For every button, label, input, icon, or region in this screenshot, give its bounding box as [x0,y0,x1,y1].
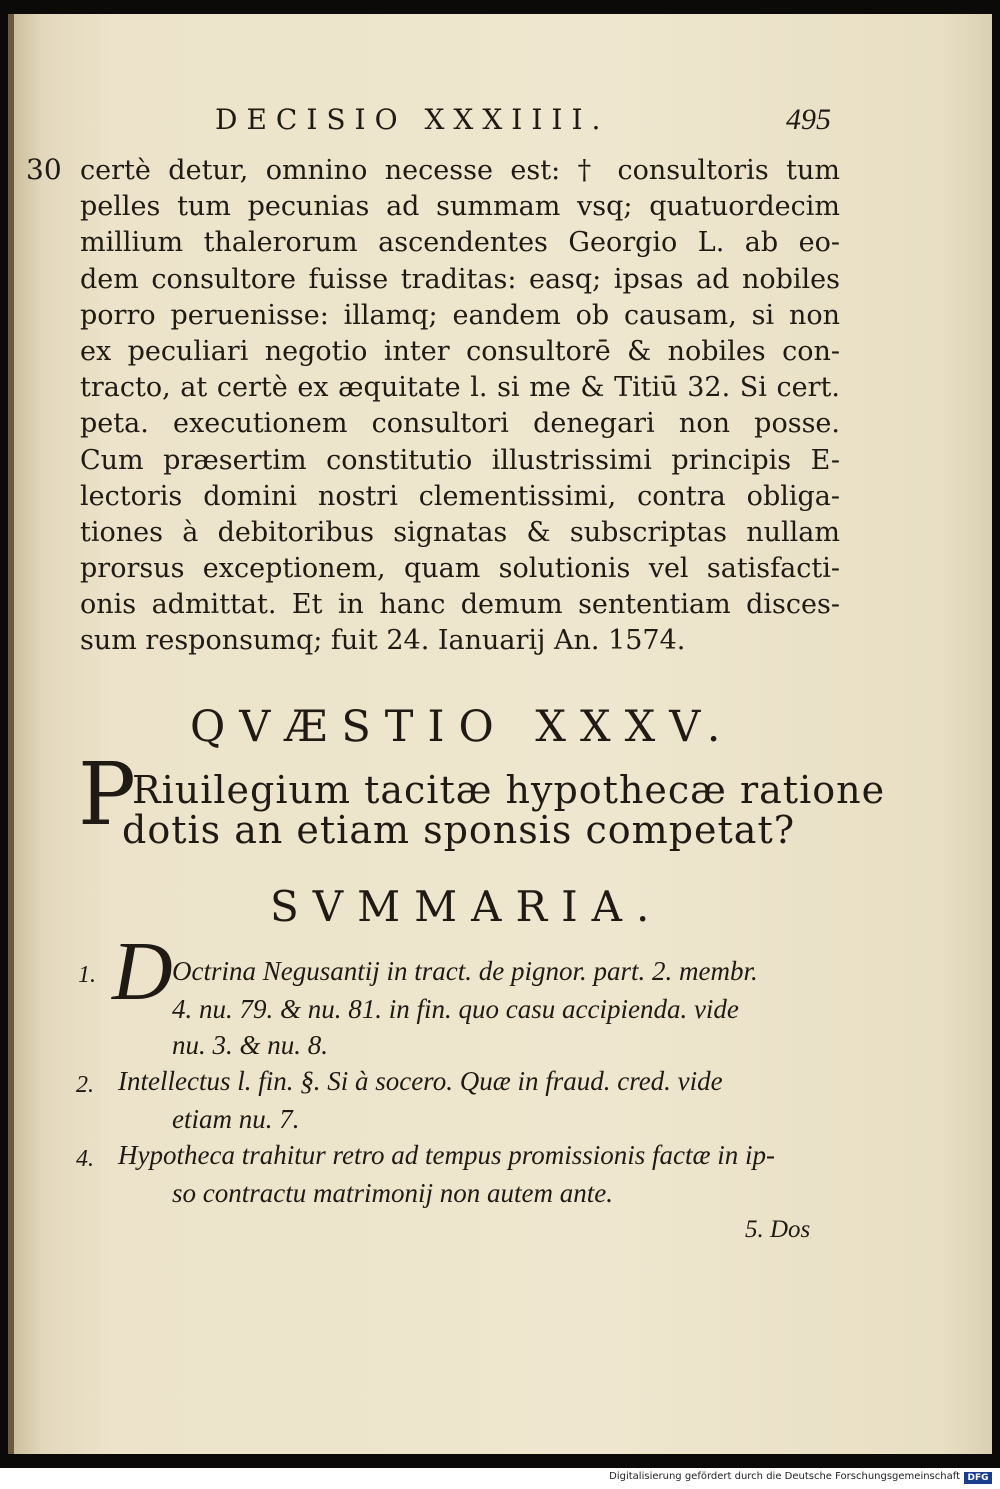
body-text [80,153,840,660]
text-line: certè detur, omnino necesse est: † consultoris tum [80,155,840,186]
text-line: ex peculiari negotio inter consultorē & nobiles con- [80,335,840,367]
page-number: 495 [786,103,831,136]
running-head [0,103,1000,143]
question-line: dotis an etiam sponsis competat? [122,808,796,852]
margin-line-number: 30 [26,153,62,186]
catchword: 5. Dos [745,1216,811,1243]
summary-line: Octrina Negusantij in tract. de pignor. part. 2. membr. [172,956,758,986]
summary-number: 2. [76,1072,94,1098]
text-line: lectoris domini nostri clementissimi, contra obliga- [80,480,840,512]
text-line: dem consultore fuisse traditas: easq; ipsas ad nobiles [80,263,840,295]
summary-number: 1. [78,962,96,988]
summary-line: so contractu matrimonij non autem ante. [172,1178,613,1208]
question-line: Riuilegium tacitæ hypothecæ ratione [132,768,886,812]
text-line: porro peruenisse: illamq; eandem ob causam, si non [80,299,840,331]
drop-cap-initial: P [78,745,136,845]
text-line: millium thalerorum ascendentes Georgio L. ab eo- [80,227,840,259]
text-line: Cum præsertim constitutio illustrissimi principis E- [80,444,840,476]
summary-line: 4. nu. 79. & nu. 81. in fin. quo casu accipienda. vide [172,994,739,1024]
summary-line: etiam nu. 7. [172,1104,300,1134]
drop-cap-initial: D [112,925,173,1018]
question-title: QVÆSTIO XXXV. [190,702,735,752]
running-title: DECISIO XXXIIII. [215,103,610,136]
summary-line: Intellectus l. fin. §. Si à socero. Quæ in fraud. cred. vide [118,1066,723,1096]
text-line: prorsus exceptionem, quam solutionis vel satisfacti- [80,553,840,585]
text-line: peta. executionem consultori denegari non posse. [80,408,840,440]
text-line: tracto, at certè ex æquitate l. si me & Titiū 32. Si cert. [80,372,840,404]
summary-line: Hypotheca trahitur retro ad tempus promissionis factæ in ip- [118,1140,775,1170]
text-line: tiones à debitoribus signatas & subscriptas nullam [80,516,840,548]
text-line: sum responsumq; fuit 24. Ianuarij An. 1574. [80,625,686,657]
summaria-heading: SVMMARIA. [270,882,664,931]
funding-credit: Digitalisierung gefördert durch die Deutsche Forschungsgemeinschaft [609,1471,960,1482]
text-line: pelles tum pecunias ad summam vsq; quatuordecim [80,191,840,223]
dfg-logo-icon: DFG [964,1472,992,1484]
summary-number: 4. [76,1146,94,1172]
footer-bar [0,1468,1000,1489]
text-line: onis admittat. Et in hanc demum sententiam disces- [80,589,840,621]
summary-line: nu. 3. & nu. 8. [172,1030,329,1060]
